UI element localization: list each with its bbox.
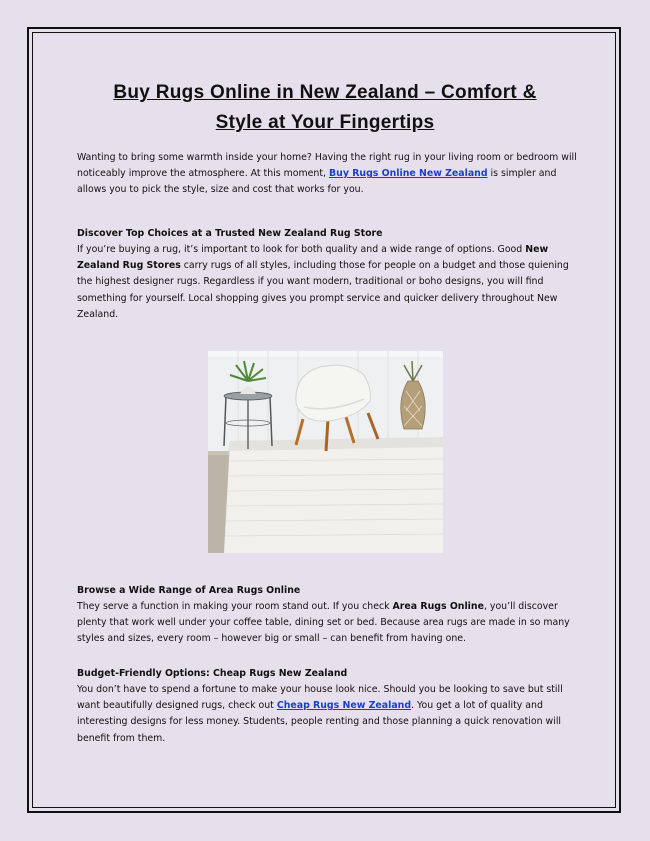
section2-bold: Area Rugs Online: [392, 601, 484, 612]
cheap-rugs-link[interactable]: Cheap Rugs New Zealand: [276, 700, 412, 712]
section1-bold: New Zealand Rug Stores: [77, 244, 549, 272]
section2-text-2: , you’ll discover plenty that work well under your coffee table, dining set or bed. Because area rugs are made in so many styles and sizes, every room – however big or small – can benefit from having one.: [77, 601, 570, 645]
section-paragraph-rug-store: [77, 242, 577, 323]
section-paragraph-area-rugs: [77, 599, 577, 648]
section-heading-area-rugs: Browse a Wide Range of Area Rugs Online: [77, 585, 301, 596]
section-paragraph-cheap-rugs: [77, 682, 577, 747]
buy-rugs-online-link[interactable]: Buy Rugs Online New Zealand: [329, 168, 488, 180]
rug-room-photo: [208, 351, 443, 553]
title-line-2: Style at Your Fingertips: [215, 112, 435, 133]
section1-text-2: carry rugs of all styles, including those for people on a budget and those quiening the highest designer rugs. Regardless if you want modern, traditional or boho designs, you will find something for yourself. Local shopping gives you prompt service and quicker delivery throughout New Zealand.: [77, 260, 569, 320]
rug-room-illustration: [208, 351, 443, 553]
section-heading-rug-store: Discover Top Choices at a Trusted New Zealand Rug Store: [77, 228, 383, 239]
title-line-1: Buy Rugs Online in New Zealand – Comfort &: [113, 82, 537, 103]
section-heading-cheap-rugs: Budget-Friendly Options: Cheap Rugs New Zealand: [77, 668, 348, 679]
intro-paragraph: [77, 150, 577, 199]
section1-text-1: If you’re buying a rug, it’s important to look for both quality and a wide range of options. Good: [77, 244, 526, 255]
section2-text-1: They serve a function in making your room stand out. If you check: [77, 601, 393, 612]
section3-text-1: You don’t have to spend a fortune to make your house look nice. Should you be looking to save but still want beautifully designed rugs, check out: [77, 684, 563, 712]
document-title: [70, 78, 580, 138]
section3-text-2: . You get a lot of quality and interesting designs for less money. Students, people renting and those planning a quick renovation will benefit from them.: [77, 700, 562, 744]
intro-text-1: Wanting to bring some warmth inside your home? Having the right rug in your living room or bedroom will noticeably improve the atmosphere. At this moment,: [77, 152, 577, 180]
intro-text-2: is simpler and allows you to pick the style, size and cost that works for you.: [77, 168, 557, 196]
